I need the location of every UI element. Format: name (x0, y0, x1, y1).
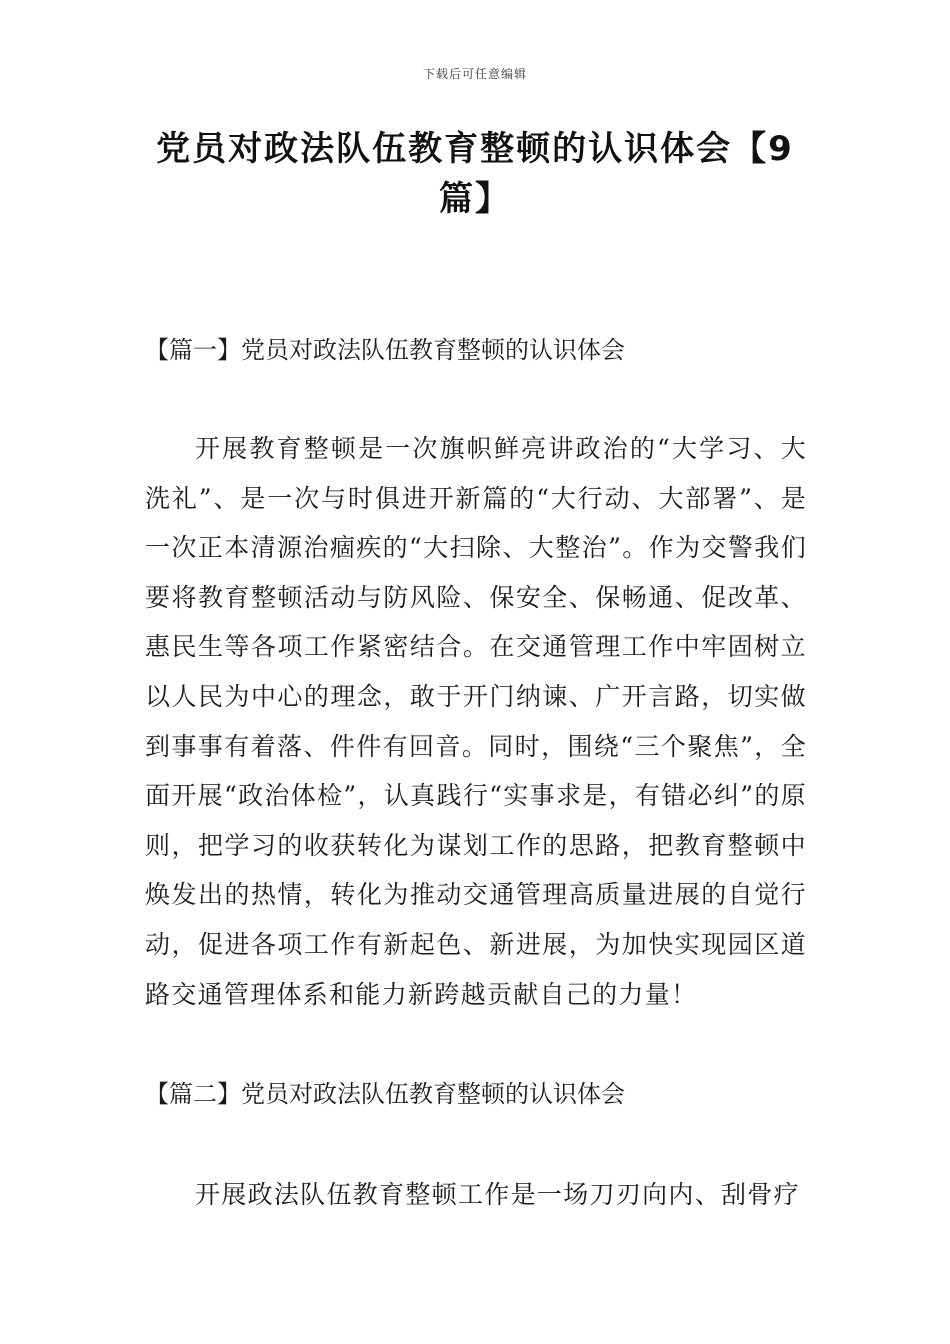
section-heading-2: 【篇二】党员对政法队伍教育整顿的认识体会 (145, 1080, 625, 1108)
section-paragraph-2: 开展政法队伍教育整顿工作是一场刀刃向内、刮骨疗 (195, 1180, 800, 1209)
header-note: 下载后可任意编辑 (422, 67, 527, 81)
document-title: 党员对政法队伍教育整顿的认识体会【9篇】 (156, 129, 794, 219)
section-heading-1: 【篇一】党员对政法队伍教育整顿的认识体会 (145, 336, 625, 364)
section-paragraph-1: 开展教育整顿是一次旗帜鲜亮讲政治的“大学习、大洗礼”、是一次与时俱进开新篇的“大行动、大部署”、是一次正本清源治痼疾的“大扫除、大整治”。作为交警我们要将教育整顿活动与防风险、保安全、保畅通、促改革、惠民生等各项工作紧密结合。在交通管理工作中牢固树立以人民为中心的理念，敢于开门纳谏、广开言路，切实做到事事有着落、件件有回音。同时，围绕“三个聚焦”，全面开展“政治体检”，认真践行“实事求是，有错必纠”的原则，把学习的收获转化为谋划工作的思路，把教育整顿中焕发出的热情，转化为推动交通管理高质量进展的自觉行动，促进各项工作有新起色、新进展，为加快实现园区道路交通管理体系和能力新跨越贡献自己的力量！ (145, 434, 807, 1009)
